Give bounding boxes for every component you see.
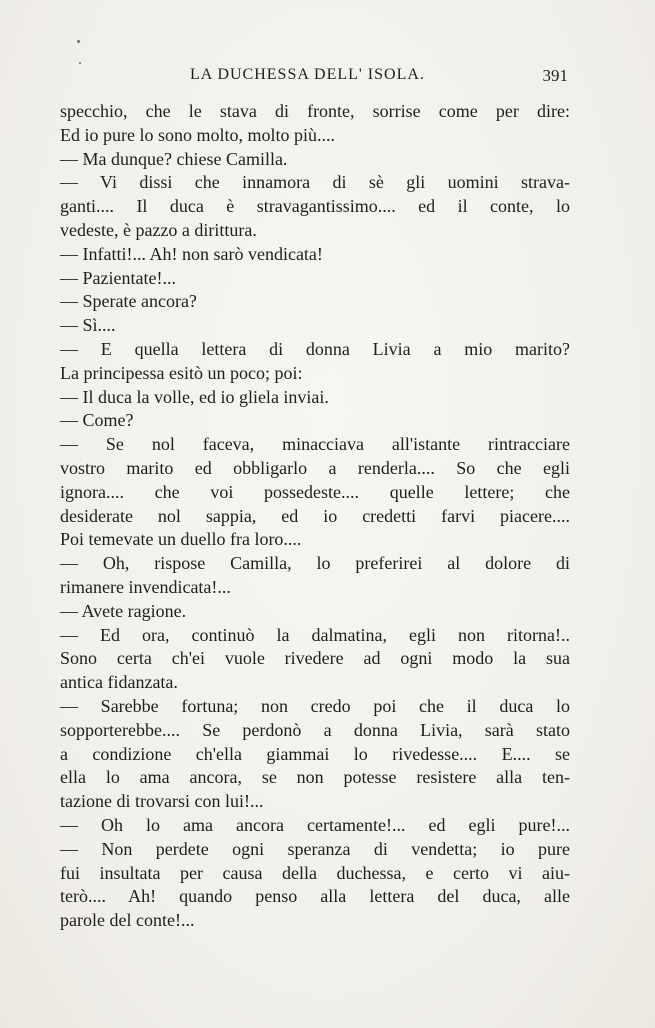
text-line: Sono certa ch'ei vuole rivedere ad ogni modo la sua bbox=[60, 648, 570, 669]
text-line: — Pazientate!... bbox=[60, 267, 176, 288]
text-line: — Oh lo ama ancora certamente!... ed egli pure!... bbox=[60, 814, 570, 835]
text-line: ganti.... Il duca è stravagantissimo.... ed il conte, lo bbox=[60, 196, 570, 217]
running-head bbox=[60, 66, 570, 90]
text-line: tazione di trovarsi con lui!... bbox=[60, 791, 264, 812]
text-line: antica fidanzata. bbox=[60, 672, 178, 693]
text-line: — Sarebbe fortuna; non credo poi che il duca lo bbox=[60, 695, 570, 716]
body-text bbox=[60, 100, 570, 933]
text-line: — Sperate ancora? bbox=[60, 291, 197, 312]
text-line: — Vi dissi che innamora di sè gli uomini strava- bbox=[60, 172, 570, 193]
text-line: — Oh, rispose Camilla, lo preferirei al dolore di bbox=[60, 553, 570, 574]
text-line: vedeste, è pazzo a dirittura. bbox=[60, 219, 257, 240]
text-line: — Il duca la volle, ed io gliela inviai. bbox=[60, 386, 329, 407]
text-line: — E quella lettera di donna Livia a mio marito? bbox=[60, 338, 570, 359]
text-line: — Non perdete ogni speranza di vendetta; io pure bbox=[60, 838, 570, 859]
text-line: ignora.... che voi possedeste.... quelle lettere; che bbox=[60, 481, 570, 502]
text-line: sopporterebbe.... Se perdonò a donna Livia, sarà stato bbox=[60, 719, 570, 740]
text-line: — Infatti!... Ah! non sarò vendicata! bbox=[60, 243, 323, 264]
text-line: a condizione ch'ella giammai lo rivedesse.... E.... se bbox=[60, 743, 570, 764]
text-line: Poi temevate un duello fra loro.... bbox=[60, 529, 302, 550]
text-line: specchio, che le stava di fronte, sorrise come per dire: bbox=[60, 101, 570, 121]
text-line: rimanere invendicata!... bbox=[60, 576, 231, 597]
text-line: vostro marito ed obbligarlo a renderla.... So che egli bbox=[60, 457, 570, 478]
text-line: La principessa esitò un poco; poi: bbox=[60, 362, 303, 383]
text-line: ella lo ama ancora, se non potesse resistere alla ten- bbox=[60, 767, 570, 788]
text-line: fui insultata per causa della duchessa, e certo vi aiu- bbox=[60, 862, 570, 883]
text-line: parole del conte!... bbox=[60, 910, 195, 931]
text-line: Ed io pure lo sono molto, molto più.... bbox=[60, 124, 335, 145]
paper-speck bbox=[77, 40, 80, 43]
text-line: terò.... Ah! quando penso alla lettera del duca, alle bbox=[60, 886, 570, 907]
text-line: — Sì.... bbox=[60, 315, 116, 336]
page-number: 391 bbox=[542, 66, 568, 85]
text-line: — Avete ragione. bbox=[60, 600, 187, 621]
text-line: desiderate nol sappia, ed io credetti farvi piacere.... bbox=[60, 505, 570, 526]
text-line: — Come? bbox=[60, 410, 134, 431]
text-line: — Se nol faceva, minacciava all'istante rintracciare bbox=[60, 434, 570, 455]
text-line: — Ma dunque? chiese Camilla. bbox=[60, 148, 288, 169]
text-line: — Ed ora, continuò la dalmatina, egli non ritorna!.. bbox=[60, 624, 570, 645]
paper-speck bbox=[79, 62, 81, 64]
running-title: LA DUCHESSA DELL' ISOLA. bbox=[190, 66, 425, 83]
